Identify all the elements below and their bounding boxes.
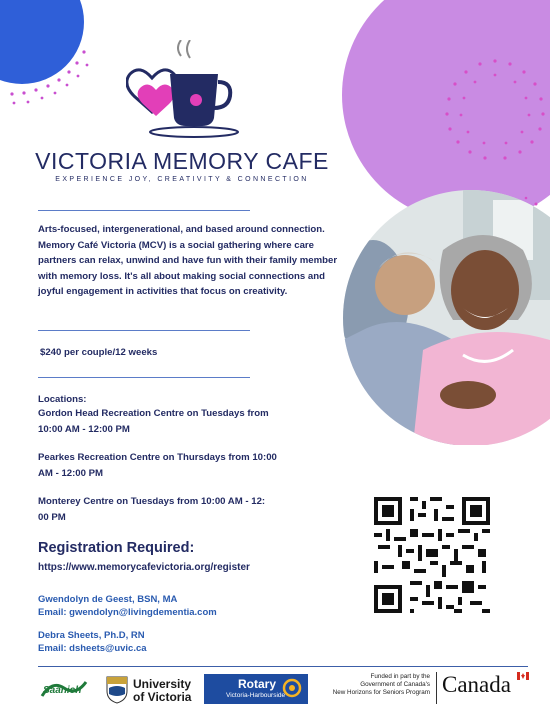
canada-wordmark: Canada (442, 672, 511, 697)
uvic-line2: of Victoria (133, 690, 192, 704)
funded-line2: Government of Canada's (360, 681, 430, 688)
brand-title: VICTORIA MEMORY CAFE (35, 148, 329, 174)
canada-flag-icon (517, 672, 529, 680)
heart-coffee-cup-logo (126, 40, 241, 140)
saanich-text: Saanich (43, 685, 82, 696)
uvic-line1: University (133, 677, 192, 691)
contact-email[interactable]: Email: dsheets@uvic.ca (38, 643, 147, 654)
locations-heading: Locations: (38, 394, 87, 405)
rotary-wheel-icon (282, 678, 302, 698)
contact-email[interactable]: Email: gwendolyn@livingdementia.com (38, 607, 217, 618)
location-item: Gordon Head Recreation Centre on Tuesdays from 10:00 AM - 12:00 PM (38, 408, 269, 435)
rotary-logo (204, 674, 308, 704)
location-item: Monterey Centre on Tuesdays from 10:00 AM - 12: 00 PM (38, 496, 266, 523)
price-text: $240 per couple/12 weeks (40, 347, 158, 358)
rotary-subtext: Victoria-Harbourside (226, 692, 286, 699)
registration-heading: Registration Required: (38, 540, 195, 556)
vertical-separator (436, 672, 437, 704)
qr-code[interactable] (374, 497, 490, 613)
divider (38, 377, 250, 378)
uvic-crest-icon (106, 676, 128, 704)
divider (38, 210, 250, 211)
contact-name: Debra Sheets, Ph.D, RN (38, 630, 145, 641)
footer-divider (38, 666, 528, 667)
saanich-logo (40, 678, 88, 702)
funded-line3: New Horizons for Seniors Program (332, 689, 430, 696)
contact-name: Gwendolyn de Geest, BSN, MA (38, 594, 178, 605)
divider (38, 330, 250, 331)
location-item: Pearkes Recreation Centre on Thursdays from 10:00 AM - 12:00 PM (38, 452, 277, 479)
dotted-ring-top (440, 55, 550, 165)
funded-line1: Funded in part by the (370, 673, 430, 680)
brand-tagline: EXPERIENCE JOY, CREATIVITY & CONNECTION (55, 176, 309, 183)
intro-text: Arts-focused, intergenerational, and based around connection. Memory Café Victoria (MCV) is a social gathering where care partners can relax, unwind and have fun with their family member with memory loss. It's all about making social connections and joyful engagement in activities that focus on creativity. (38, 224, 338, 297)
registration-url[interactable]: https://www.memorycafevictoria.org/register (38, 562, 250, 573)
corner-blue-circle (0, 0, 110, 110)
rotary-text: Rotary (238, 677, 277, 691)
seniors-photo (343, 190, 550, 445)
